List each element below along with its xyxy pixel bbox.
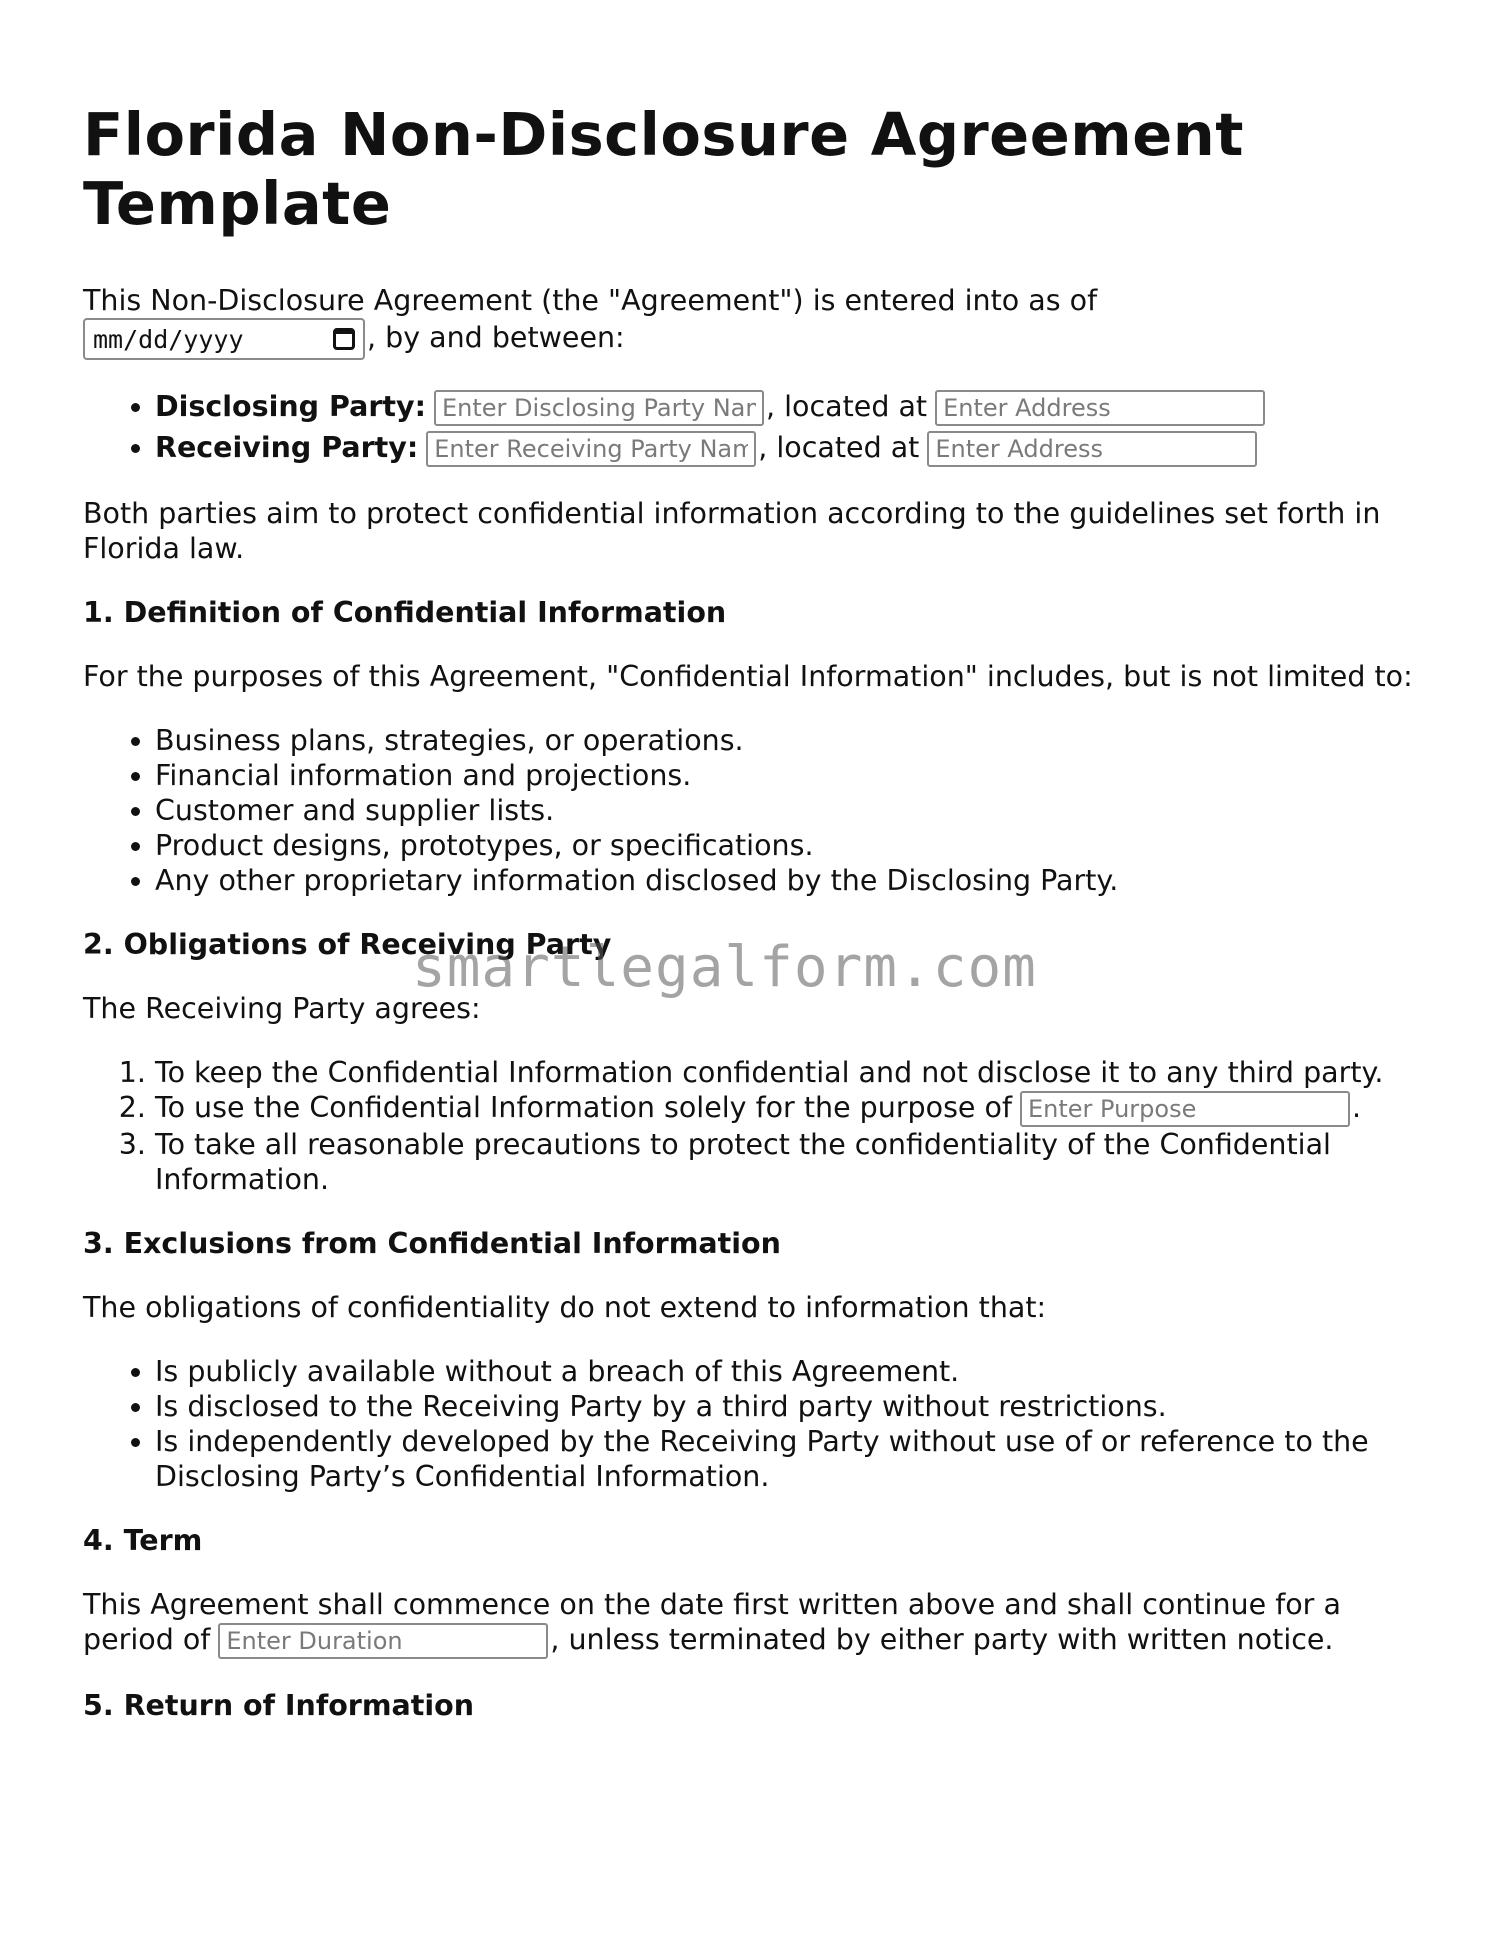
list-item: • Is publicly available without a breach of this Agreement. <box>155 1354 1423 1389</box>
receiving-party-name-input[interactable] <box>426 431 756 467</box>
list-item: • Financial information and projections. <box>155 758 1423 793</box>
list-item: • Product designs, prototypes, or specifications. <box>155 828 1423 863</box>
section-1-intro: For the purposes of this Agreement, "Confidential Information" includes, but is not limited to: <box>83 660 1413 693</box>
intro-paragraph <box>83 283 1423 360</box>
list-item: • Any other proprietary information disclosed by the Disclosing Party. <box>155 863 1423 898</box>
section-4-heading: 4. Term <box>83 1524 203 1557</box>
receiving-party-label: Receiving Party: <box>155 431 419 464</box>
parties-list <box>83 389 1423 467</box>
section-1-heading: 1. Definition of Confidential Information <box>83 596 727 629</box>
section-5-heading: 5. Return of Information <box>83 1689 475 1722</box>
intro-text-after: , by and between: <box>367 321 625 354</box>
term-text: This Agreement shall commence on the date first written above and shall continue for a period of <box>83 1588 1341 1656</box>
purpose-input[interactable] <box>1020 1091 1350 1127</box>
list-item: • Is independently developed by the Receiving Party without use of or reference to the Disclosing Party’s Confidential Information. <box>155 1424 1423 1494</box>
duration-input[interactable] <box>218 1623 548 1659</box>
list-item: • Customer and supplier lists. <box>155 793 1423 828</box>
intro-text: This Non-Disclosure Agreement (the "Agreement") is entered into as of <box>83 284 1098 317</box>
list-item: 3. To take all reasonable precautions to protect the confidentiality of the Confidential Information. <box>155 1127 1423 1197</box>
calendar-icon[interactable] <box>333 328 355 350</box>
date-placeholder: mm/dd/yyyy <box>93 324 244 354</box>
obligations-list <box>83 1055 1423 1197</box>
purpose-text: To use the Confidential Information solely for the purpose of <box>155 1091 1012 1124</box>
located-text: , located at <box>758 431 920 464</box>
section-2-heading: 2. Obligations of Receiving Party <box>83 928 612 961</box>
term-paragraph <box>83 1587 1423 1659</box>
disclosing-party-name-input[interactable] <box>434 390 764 426</box>
receiving-party-address-input[interactable] <box>927 431 1257 467</box>
watermark: smartlegalform.com <box>412 935 1037 1000</box>
list-item: • Is disclosed to the Receiving Party by a third party without restrictions. <box>155 1389 1423 1424</box>
disclosing-party-label: Disclosing Party: <box>155 390 426 423</box>
period: . <box>1351 1091 1362 1124</box>
purpose-paragraph: Both parties aim to protect confidential information according to the guidelines set forth in Florida law. <box>83 497 1381 565</box>
disclosing-party-address-input[interactable] <box>935 390 1265 426</box>
list-item <box>155 389 1423 426</box>
list-item <box>155 430 1423 467</box>
section-3-intro: The obligations of confidentiality do not extend to information that: <box>83 1291 1047 1324</box>
confidential-info-list <box>83 723 1423 898</box>
section-3-heading: 3. Exclusions from Confidential Information <box>83 1227 781 1260</box>
document-page <box>83 100 1423 1752</box>
located-text: , located at <box>766 390 928 423</box>
agreement-date-input[interactable] <box>83 318 365 360</box>
list-item: • Business plans, strategies, or operations. <box>155 723 1423 758</box>
document-title: Florida Non-Disclosure Agreement Template <box>83 100 1244 238</box>
term-text-after: , unless terminated by either party with written notice. <box>550 1623 1334 1656</box>
section-2-intro: The Receiving Party agrees: <box>83 992 481 1025</box>
exclusions-list <box>83 1354 1423 1494</box>
list-item: 1. To keep the Confidential Information confidential and not disclose it to any third party. <box>155 1055 1423 1090</box>
list-item <box>155 1090 1423 1127</box>
